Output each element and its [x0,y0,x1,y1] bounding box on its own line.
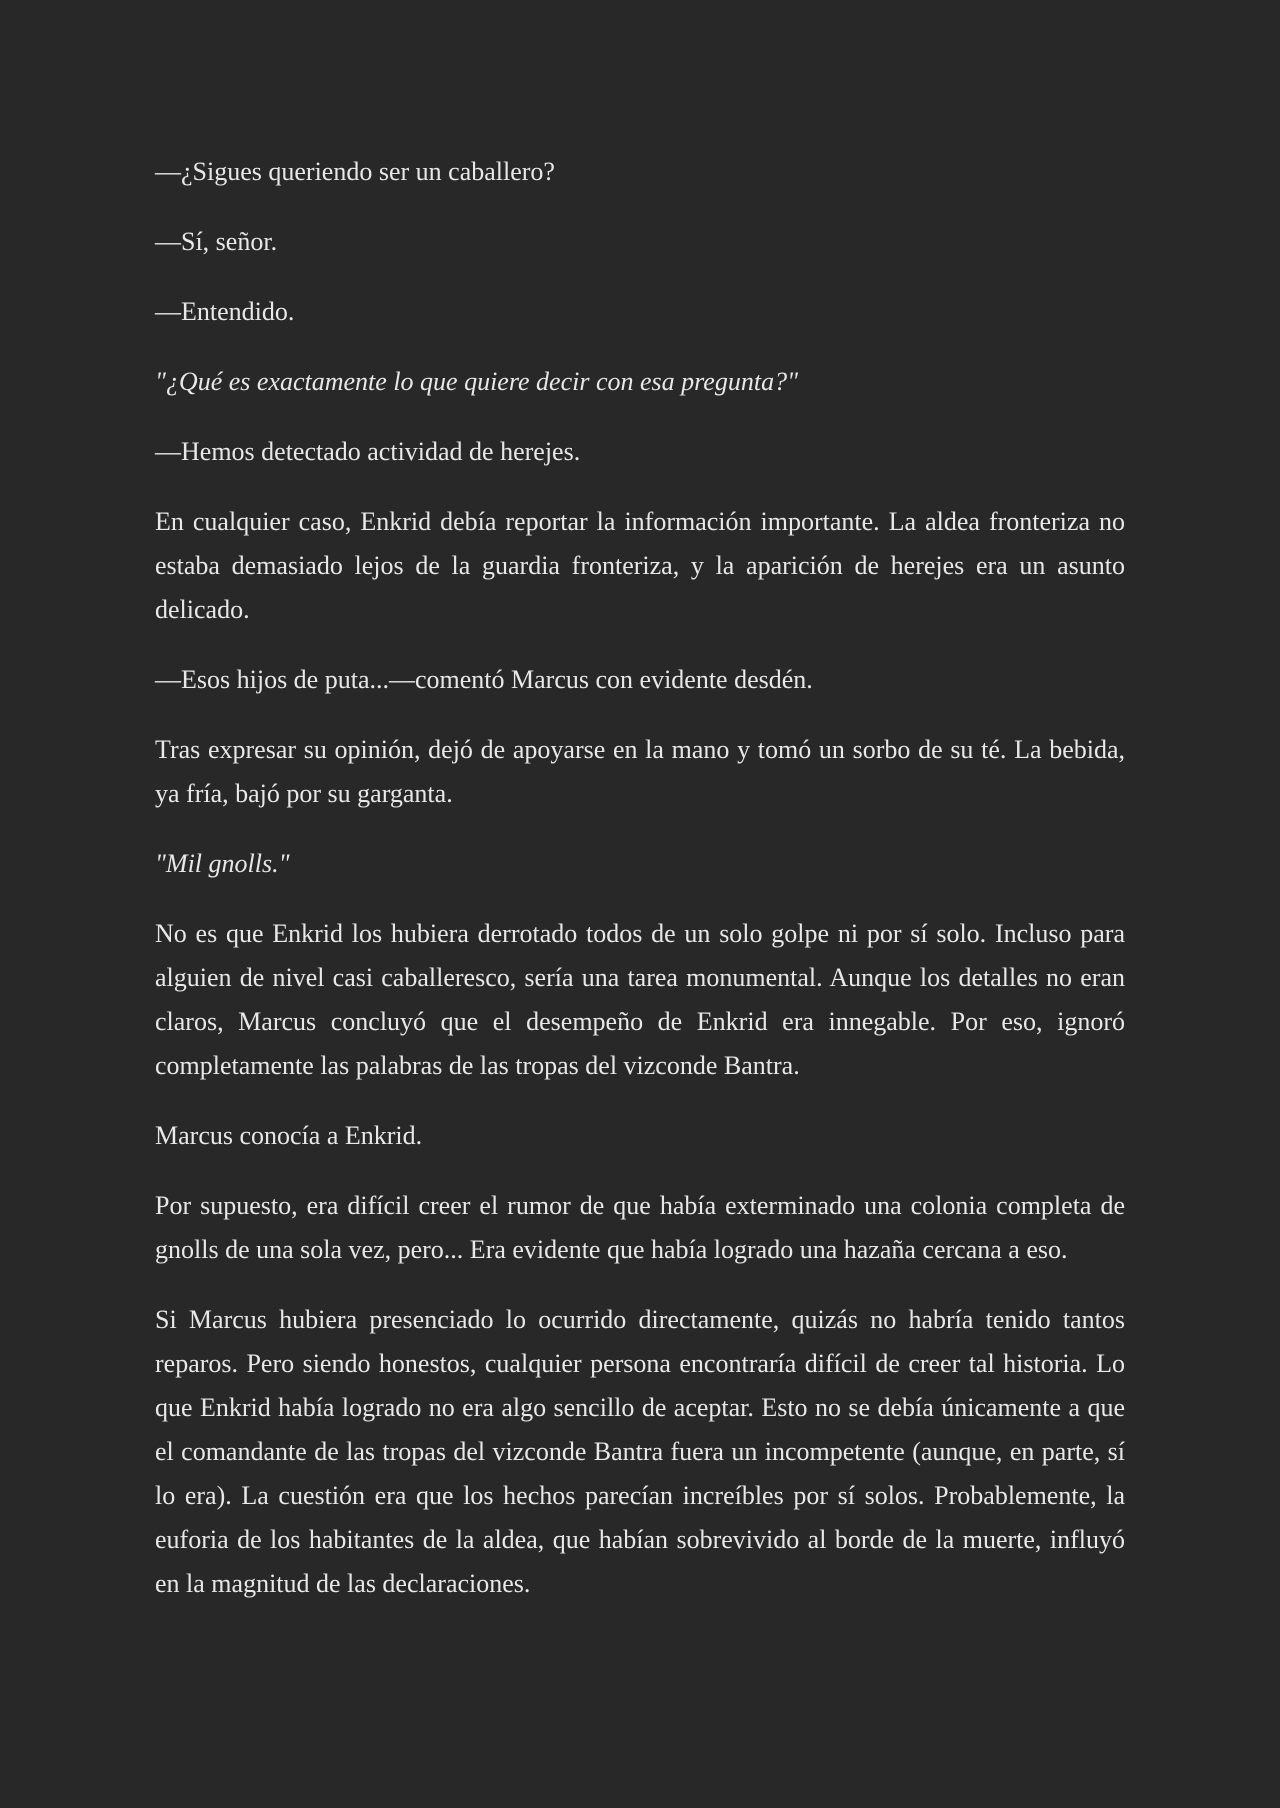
inner-thought: "Mil gnolls." [155,849,290,878]
narrative-paragraph: En cualquier caso, Enkrid debía reportar la información importante. La aldea fronteriza no estaba demasiado lejos de la guardia fronteriza, y la aparición de herejes era un asunto delicado. [155,507,1125,624]
narrative-paragraph: Por supuesto, era difícil creer el rumor de que había exterminado una colonia completa de gnolls de una sola vez, pero... Era evidente que había logrado una hazaña cercana a eso. [155,1191,1125,1264]
inner-thought: "¿Qué es exactamente lo que quiere decir con esa pregunta?" [155,367,798,396]
dialogue-line: —Entendido. [155,297,295,326]
narrative-paragraph: Tras expresar su opinión, dejó de apoyarse en la mano y tomó un sorbo de su té. La bebida, ya fría, bajó por su garganta. [155,735,1125,808]
dialogue-line: —Sí, señor. [155,227,278,256]
narrative-paragraph: Marcus conocía a Enkrid. [155,1121,423,1150]
narrative-paragraph: Si Marcus hubiera presenciado lo ocurrido directamente, quizás no habría tenido tantos reparos. Pero siendo honestos, cualquier persona encontraría difícil de creer tal historia. Lo que Enkrid había logrado no era algo sencillo de aceptar. Esto no se debía únicamente a que el comandante de las tropas del vizconde Bantra fuera un incompetente (aunque, en parte, sí lo era). La cuestión era que los hechos parecían increíbles por sí solos. Probablemente, la euforia de los habitantes de la aldea, que habían sobrevivido al borde de la muerte, influyó en la magnitud de las declaraciones. [155,1305,1125,1598]
reader-page [155,150,1125,1632]
dialogue-line: —Hemos detectado actividad de herejes. [155,437,581,466]
narrative-paragraph: No es que Enkrid los hubiera derrotado todos de un solo golpe ni por sí solo. Incluso para alguien de nivel casi caballeresco, sería una tarea monumental. Aunque los detalles no eran claros, Marcus concluyó que el desempeño de Enkrid era innegable. Por eso, ignoró completamente las palabras de las tropas del vizconde Bantra. [155,919,1125,1080]
dialogue-line: —Esos hijos de puta...—comentó Marcus con evidente desdén. [155,665,813,694]
dialogue-line: —¿Sigues queriendo ser un caballero? [155,157,555,186]
